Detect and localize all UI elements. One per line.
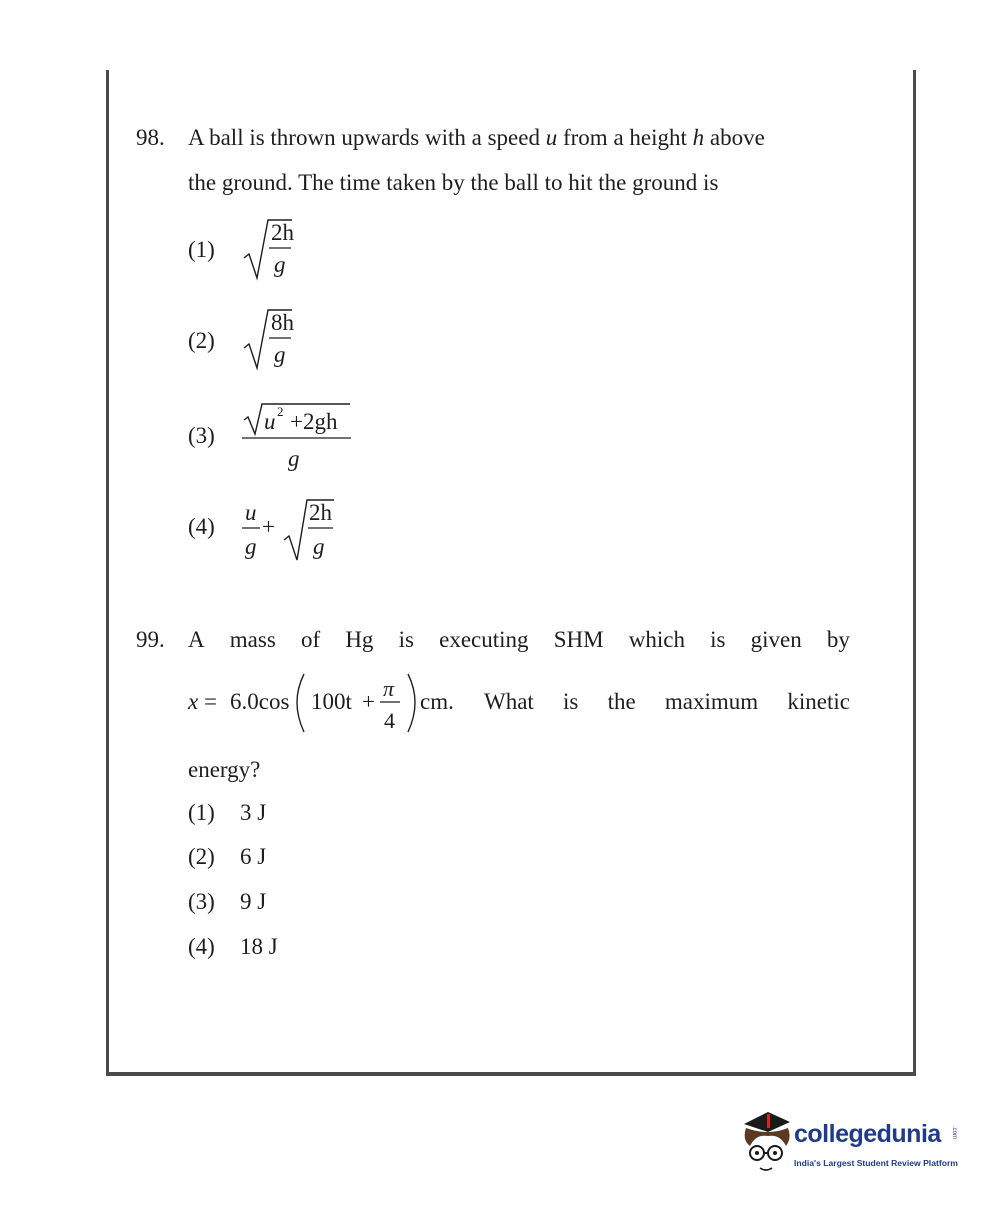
q99-option-2-value: 6 J	[240, 844, 267, 869]
logo-com: .com	[951, 1126, 957, 1140]
page-frame-bottom	[106, 1072, 916, 1076]
logo-tagline: India's Largest Student Review Platform	[794, 1158, 958, 1168]
coefficient-cos: 6.0cos	[230, 689, 290, 714]
question-99-line3: energy?	[188, 757, 261, 782]
page-frame-left	[106, 70, 109, 1076]
q99-tail-word: kinetic	[787, 689, 850, 714]
logo-wordmark: collegedunia	[794, 1120, 941, 1148]
q98-option-1-expr	[240, 214, 300, 292]
equals-sign: =	[204, 689, 217, 714]
q99-tail-word: maximum	[664, 689, 759, 714]
q99-word: of	[300, 627, 321, 652]
q99-option-1-value: 3 J	[240, 800, 267, 825]
plus-sign: +	[262, 514, 275, 539]
q99-option-3-label: (3)	[188, 889, 215, 914]
q99-option-1-label: (1)	[188, 800, 215, 825]
q99-tail-word: the	[607, 689, 636, 714]
q99-option-2-label: (2)	[188, 844, 215, 869]
q98-option-2-expr	[240, 304, 300, 382]
collegedunia-logo	[738, 1106, 968, 1186]
q99-word: by	[826, 627, 850, 652]
u-over-g-plus-sqrt-2h-over-g	[240, 494, 350, 566]
q99-word: which	[628, 627, 685, 652]
plus-2gh: +2gh	[290, 409, 338, 434]
q99-equation	[186, 664, 476, 746]
plus-sign: +	[362, 689, 375, 714]
q99-word: Hg	[345, 627, 374, 652]
q98-text-b: from a height	[557, 125, 693, 150]
q99-word: A	[188, 627, 205, 652]
q98-option-2-label: (2)	[188, 328, 215, 353]
question-99-line2-tail	[484, 688, 850, 716]
exponent-2: 2	[277, 404, 284, 419]
denominator-g: g	[288, 446, 300, 471]
numerator-8h: 8h	[271, 310, 294, 335]
q98-option-3-expr	[240, 396, 360, 482]
question-98-line1	[188, 124, 850, 152]
q98-option-3-label: (3)	[188, 423, 215, 448]
q98-var-u: u	[545, 125, 558, 150]
numerator-2h: 2h	[271, 220, 294, 245]
q99-tail-word: What	[484, 689, 534, 714]
q99-word: SHM	[553, 627, 604, 652]
q98-option-1-label: (1)	[188, 237, 215, 262]
pi-symbol: π	[383, 676, 395, 701]
question-98-line2: the ground. The time taken by the ball to hit the ground is	[188, 170, 719, 195]
q98-option-4-label: (4)	[188, 514, 215, 539]
denominator-g: g	[274, 342, 286, 367]
var-u: u	[264, 409, 276, 434]
numerator-2h: 2h	[309, 500, 332, 525]
q98-option-4-expr	[240, 494, 350, 572]
var-x: x	[188, 689, 199, 714]
q98-text-a: A ball is thrown upwards with a speed	[188, 125, 546, 150]
question-99-line1	[188, 626, 850, 654]
shm-equation	[186, 664, 476, 740]
page-frame-right	[913, 70, 916, 1076]
q99-option-3-value: 9 J	[240, 889, 267, 914]
denominator-4: 4	[384, 708, 395, 733]
q99-option-4-value: 18 J	[240, 934, 278, 959]
denominator-g: g	[313, 534, 325, 559]
q99-tail-word: is	[563, 689, 579, 714]
q98-var-h: h	[692, 125, 705, 150]
q99-word: is	[710, 627, 726, 652]
denominator-g: g	[245, 534, 257, 559]
sqrt-8h-over-g	[240, 304, 300, 376]
question-99-number: 99.	[136, 627, 165, 652]
numerator-u: u	[245, 500, 257, 525]
q99-word: is	[398, 627, 414, 652]
q99-word: mass	[229, 627, 276, 652]
q99-word: executing	[439, 627, 529, 652]
term-100t: 100t	[311, 689, 352, 714]
q98-text-c: above	[704, 125, 765, 150]
denominator-g: g	[274, 252, 286, 277]
unit-cm: cm.	[420, 689, 454, 714]
mascot-icon	[738, 1106, 794, 1178]
q99-option-4-label: (4)	[188, 934, 215, 959]
sqrt-2h-over-g	[240, 214, 300, 286]
q99-word: given	[750, 627, 802, 652]
question-98-number: 98.	[136, 125, 165, 150]
sqrt-u2-plus-2gh-over-g	[240, 396, 360, 476]
